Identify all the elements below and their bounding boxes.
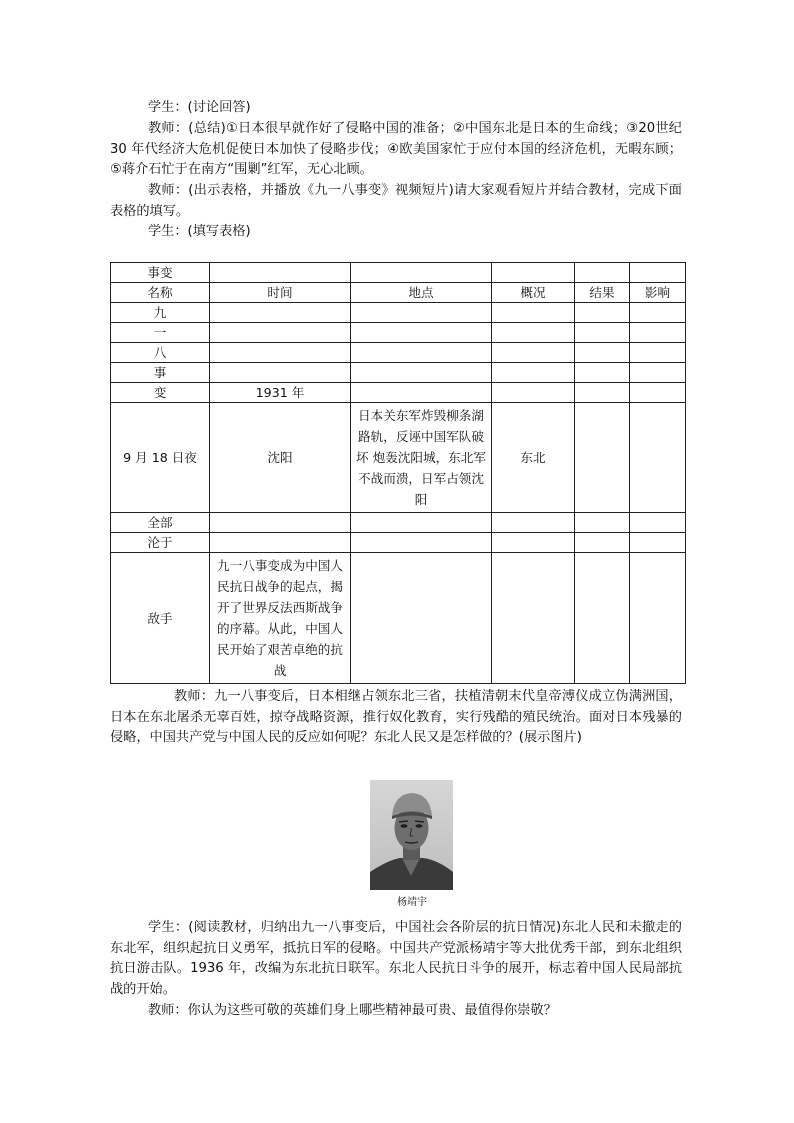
table-cell xyxy=(575,513,630,533)
table-cell xyxy=(575,533,630,553)
teacher-question-paragraph: 教师：你认为这些可敬的英雄们身上哪些精神最可贵、最值得你崇敬？ xyxy=(148,1003,557,1018)
table-cell xyxy=(210,513,351,533)
table-cell xyxy=(492,343,575,363)
table-cell xyxy=(492,383,575,403)
portrait-caption: 杨靖宇 xyxy=(397,897,427,908)
table-cell: 九一八事变成为中国人民抗日战争的起点，揭开了世界反法西斯战争的序幕。从此，中国人民开始了艰苦卓绝的抗战 xyxy=(210,553,351,684)
table-cell xyxy=(575,383,630,403)
table-row xyxy=(111,343,686,363)
table-cell xyxy=(630,403,686,513)
table-cell: 沦于 xyxy=(111,533,210,553)
table-cell xyxy=(630,513,686,533)
table-cell xyxy=(492,323,575,343)
table-cell: 事 xyxy=(111,363,210,383)
table-cell: 东北 xyxy=(492,403,575,513)
table-cell xyxy=(492,553,575,684)
table-row xyxy=(111,403,686,513)
table-cell xyxy=(351,383,492,403)
table-cell xyxy=(351,513,492,533)
table-cell: 日本关东军炸毁柳条湖路轨，反诬中国军队破坏 炮轰沈阳城，东北军不战而溃，日军占领沈阳 xyxy=(351,403,492,513)
table-cell xyxy=(210,323,351,343)
teacher-table-paragraph: 教师：(出示表格，并播放《九一八事变》视频短片)请大家观看短片并结合教材，完成下面表格的填写。 xyxy=(110,183,682,219)
table-row xyxy=(111,263,686,283)
table-cell xyxy=(351,553,492,684)
student-fill-paragraph: 学生：(填写表格) xyxy=(148,224,251,239)
table-cell xyxy=(351,303,492,323)
table-cell xyxy=(351,363,492,383)
table-cell xyxy=(492,363,575,383)
table-cell: 1931 年 xyxy=(210,383,351,403)
student-reading-paragraph: 学生：(阅读教材，归纳出九一八事变后，中国社会各阶层的抗日情况)东北人民和未撤走的东北军，组织起抗日义勇军，抵抗日军的侵略。中国共产党派杨靖宇等大批优秀干部，到东北组织抗日游击队。1936 年，改编为东北抗日联军。东北人民抗日斗争的展开，标志着中国人民局部抗战的开始。 xyxy=(110,920,682,997)
table-cell xyxy=(630,383,686,403)
table-cell xyxy=(492,303,575,323)
table-cell xyxy=(351,533,492,553)
table-cell xyxy=(351,323,492,343)
table-cell xyxy=(575,263,630,283)
table-cell xyxy=(210,303,351,323)
table-row xyxy=(111,383,686,403)
table-cell xyxy=(575,403,630,513)
table-cell: 9 月 18 日夜 xyxy=(111,403,210,513)
table-cell xyxy=(492,513,575,533)
table-row xyxy=(111,323,686,343)
event-table xyxy=(110,262,686,684)
table-cell: 变 xyxy=(111,383,210,403)
table-cell: 事变 xyxy=(111,263,210,283)
table-cell xyxy=(630,553,686,684)
header-cell: 影响 xyxy=(630,283,686,303)
teacher-summary-paragraph: 教师：(总结)①日本很早就作好了侵略中国的准备；②中国东北是日本的生命线；③20世纪 30 年代经济大危机促使日本加快了侵略步伐；④欧美国家忙于应付本国的经济危机，无暇东顾；⑤蒋介石忙于在南方“围剿”红军，无心北顾。 xyxy=(110,121,682,178)
table-cell xyxy=(210,533,351,553)
table-cell: 全部 xyxy=(111,513,210,533)
table-cell: 敌手 xyxy=(111,553,210,684)
table-cell xyxy=(492,263,575,283)
portrait-photo xyxy=(370,780,453,890)
table-cell xyxy=(351,343,492,363)
table-cell xyxy=(210,263,351,283)
table-cell xyxy=(575,303,630,323)
table-row xyxy=(111,363,686,383)
table-cell xyxy=(630,263,686,283)
table-row xyxy=(111,303,686,323)
table-cell: 一 xyxy=(111,323,210,343)
table-cell xyxy=(630,303,686,323)
table-cell xyxy=(575,343,630,363)
table-cell xyxy=(575,553,630,684)
table-cell xyxy=(492,533,575,553)
table-cell xyxy=(630,533,686,553)
table-row xyxy=(111,533,686,553)
table-row xyxy=(111,553,686,684)
table-cell xyxy=(351,263,492,283)
table-cell xyxy=(575,323,630,343)
header-cell: 时间 xyxy=(210,283,351,303)
table-cell: 沈阳 xyxy=(210,403,351,513)
table-cell: 九 xyxy=(111,303,210,323)
header-cell: 概况 xyxy=(492,283,575,303)
table-row xyxy=(111,513,686,533)
table-header-row xyxy=(111,283,686,303)
header-cell: 地点 xyxy=(351,283,492,303)
table-cell: 八 xyxy=(111,343,210,363)
header-cell: 名称 xyxy=(111,283,210,303)
table-cell xyxy=(210,343,351,363)
student-discuss-paragraph: 学生：(讨论回答) xyxy=(148,100,251,115)
table-cell xyxy=(630,343,686,363)
table-cell xyxy=(630,323,686,343)
header-cell: 结果 xyxy=(575,283,630,303)
teacher-after-event-paragraph: 教师：九一八事变后，日本相继占领东北三省，扶植清朝末代皇帝溥仪成立伪满洲国，日本在东北屠杀无辜百姓，掠夺战略资源，推行奴化教育，实行残酷的殖民统治。面对日本残暴的侵略，中国共产党与中国人民的反应如何呢？东北人民又是怎样做的？(展示图片) xyxy=(110,689,682,746)
table-cell xyxy=(210,363,351,383)
table-cell xyxy=(575,363,630,383)
table-cell xyxy=(630,363,686,383)
